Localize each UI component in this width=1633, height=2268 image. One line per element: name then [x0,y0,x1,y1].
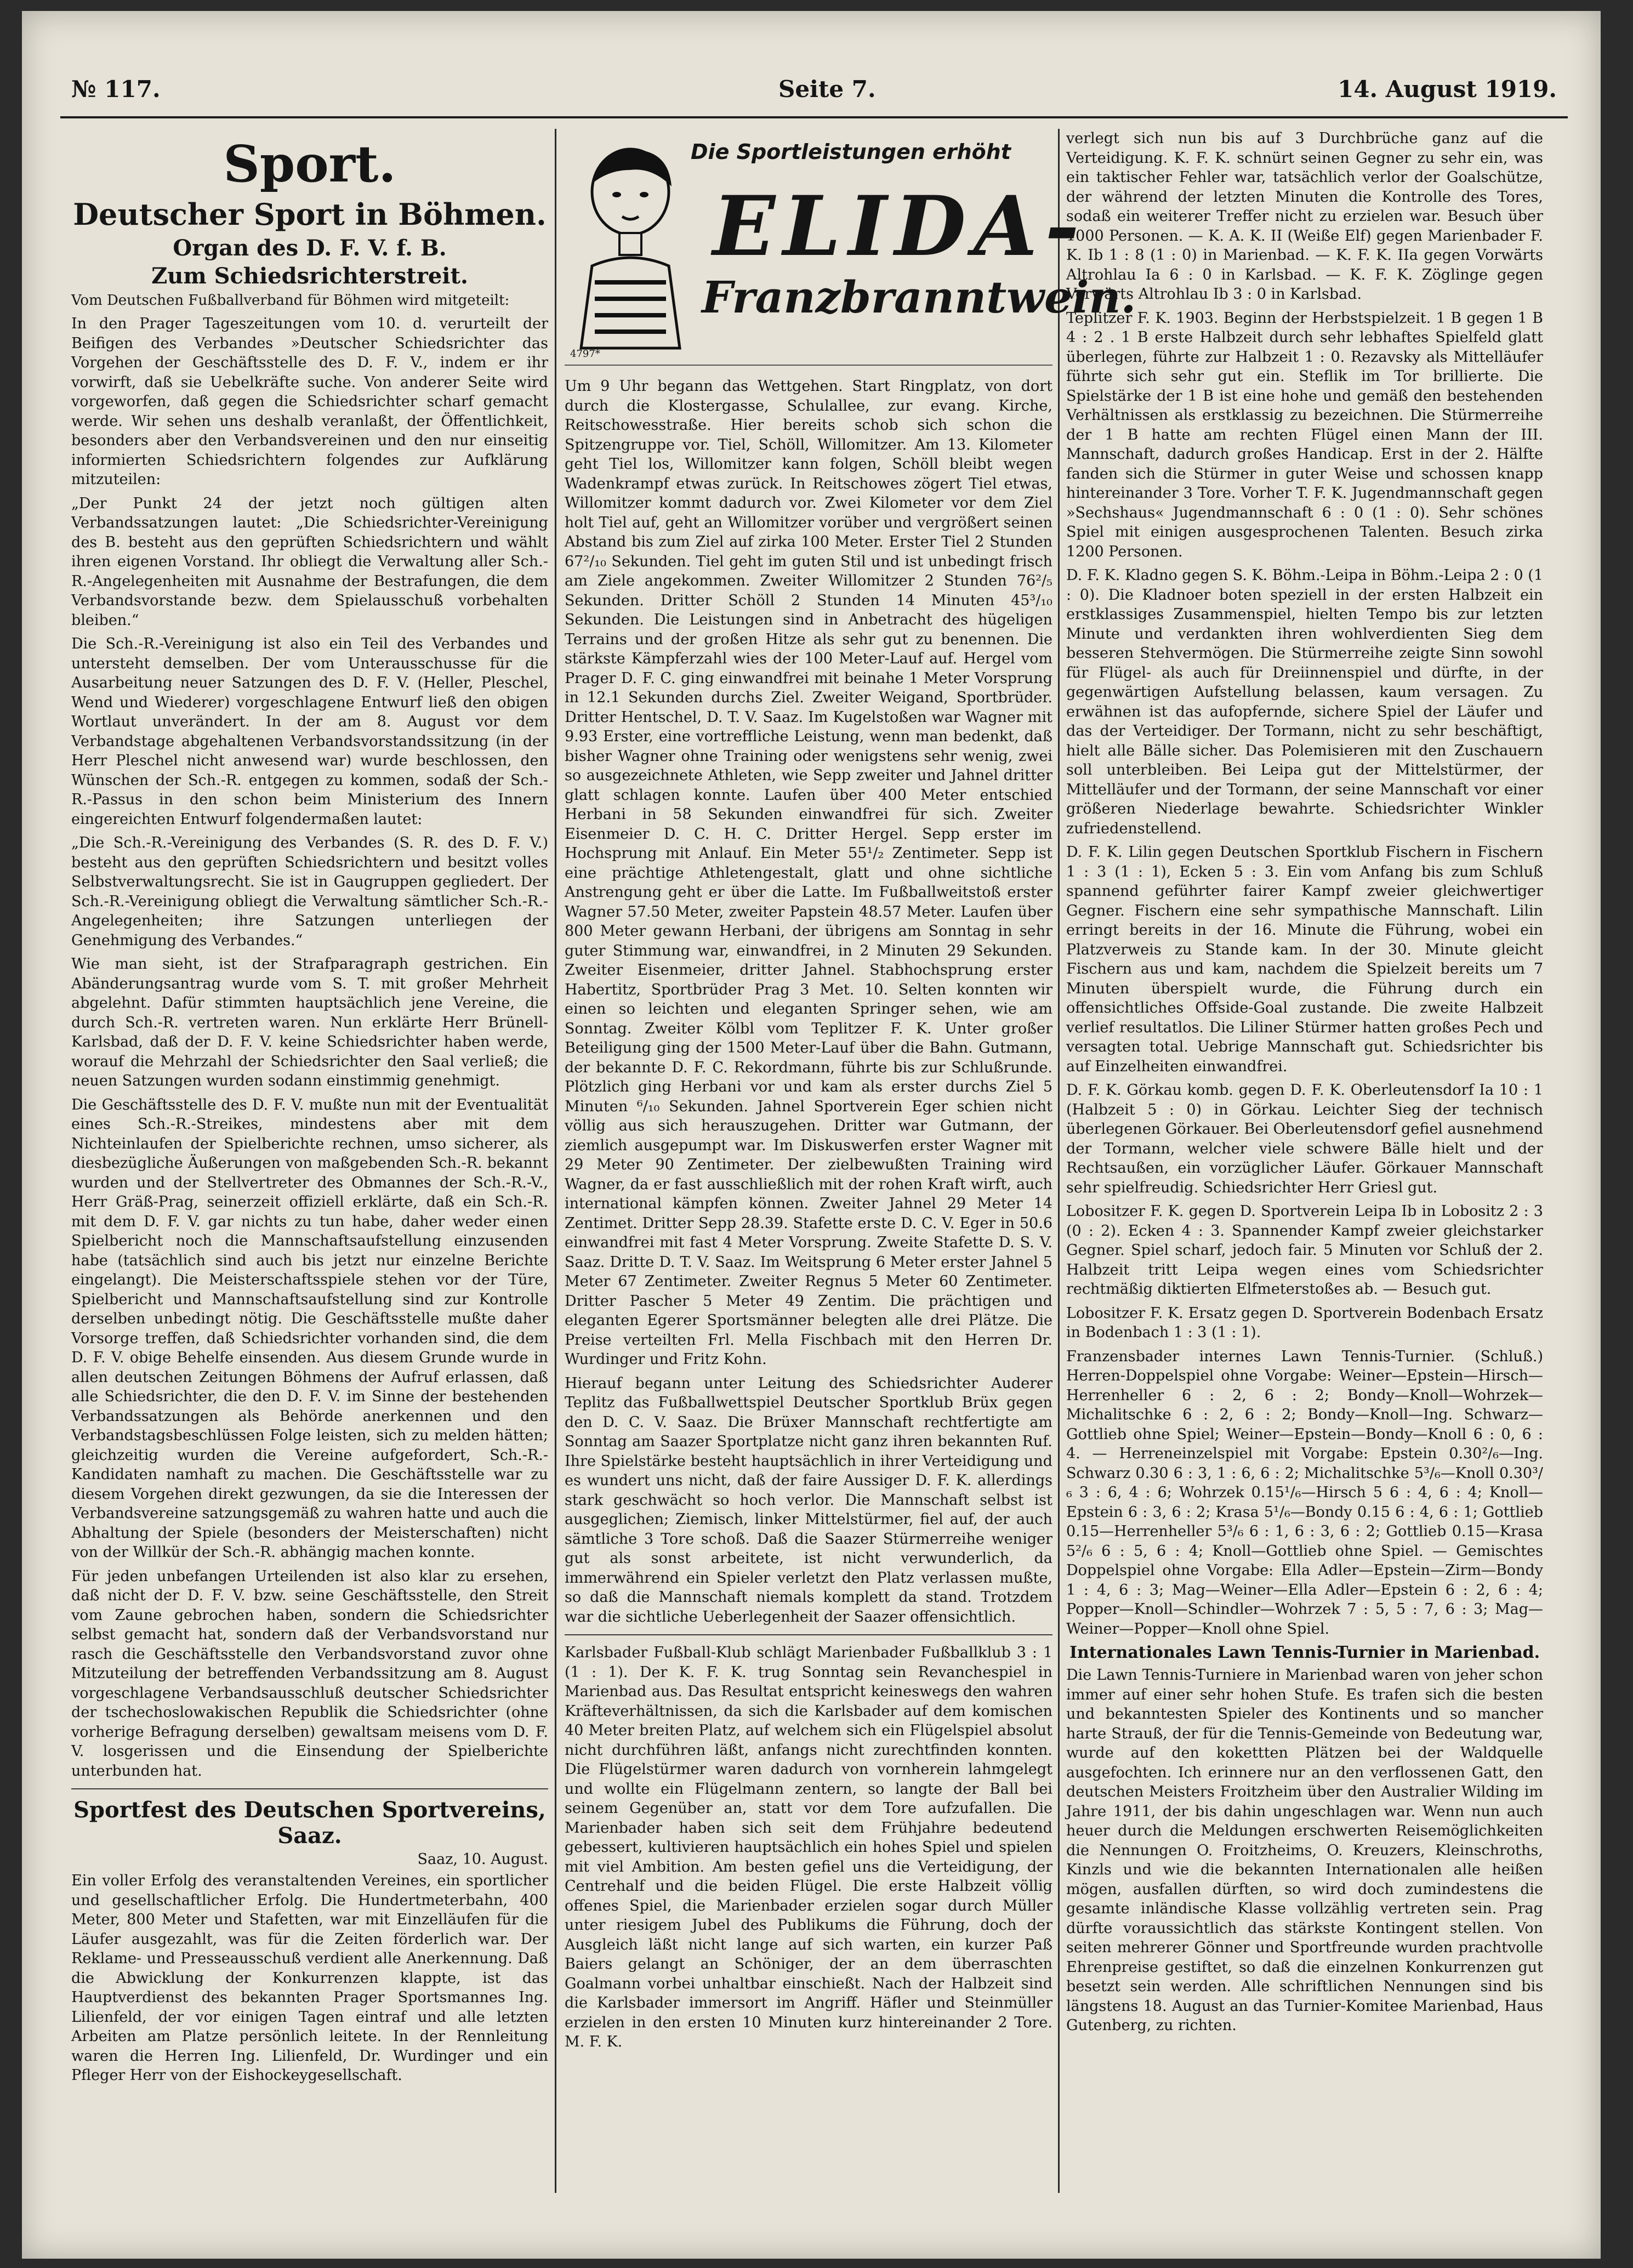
paragraph: Teplitzer F. K. 1903. Beginn der Herbstspielzeit. 1 B gegen 1 B 4 : 2 . 1 B erste Halbzeit durch sehr lebhaftes Spielfeld glatt überlegen, führte zur Halbzeit 1 : 0. Rezavsky als Mittelläufer führte sich sehr gut ein. Steflik im Tor brillierte. Die Spielstärke der 1 B ist eine hohe und gemäß den bestehenden Verhältnissen als erstklassig zu bezeichnen. Die Stürmerreihe der 1 B hatte am rechten Flügel einen Mann der III. Mannschaft, dadurch großes Handicap. Erst in der 2. Hälfte fanden sich die Stürmer in guter Weise und schossen knapp hintereinander 3 Tore. Vorher T. F. K. Jugendmannschaft gegen »Sechshaus« Jugendmannschaft 6 : 0 (1 : 0). Sehr schönes Spiel mit einigen ausgesprochenen Talenten. Besuch zirka 1200 Personen. [1066,309,1543,560]
elida-advertisement [565,129,1136,366]
paragraph: D. F. K. Lilin gegen Deutschen Sportklub Fischern in Fischern 1 : 3 (1 : 1), Ecken 5 : 3. Ein vom Anfang bis zum Schluß spannend geführter fairer Kampf zweier gleichwertiger Gegner. Fischern eine sehr sympathische Mannschaft. Lilin erringt bereits in der 16. Minute die Führung, wobei ein Platzverweis zu Stande kam. In der 30. Minute gleicht Fischern aus und kam, nachdem die Spielzeit bereits um 7 Minuten überspielt wurde, die Führung durch ein offensichtliches Offside-Goal zustande. Die zweite Halbzeit verlief resultatlos. Die Liliner Stürmer hatten großes Pech und versagten total. Uebrige Mannschaft gut. Schiedsrichter bis auf Einzelheiten einwandfrei. [1066,844,1543,1075]
paragraph: Wie man sieht, ist der Strafparagraph gestrichen. Ein Abänderungsantrag wurde vom S. T. mit großer Mehrheit abgelehnt. Dafür stimmten hauptsächlich jene Vereine, die durch Sch.-R. vertreten waren. Nun erklärte Herr Brünell-Karlsbad, daß der D. F. V. keine Schiedsrichter haben werde, worauf die Mehrzahl der Schiedsrichter den Saal verließ; die neuen Satzungen wurden sodann einstimmig genehmigt. [71,956,548,1089]
paragraph: Für jeden unbefangen Urteilenden ist also klar zu ersehen, daß nicht der D. F. V. bzw. seine Geschäftsstelle, den Streit vom Zaune gebrochen haben, sondern die Schiedsrichter selbst gemacht hat, sondern daß der Verbandsvorstand nur rasch die Geschäftsstelle den Verbandsvorstand zuvor ohne Mitzuteilung der betreffenden Verbandssitzung am 8. August vorgeschlagene Verbandsausschluß deutscher Schiedsrichter der tschechoslowakischen Republik die Schiedsrichter (ohne vorherige Befragung derselben) gewaltsam meisens vom D. F. V. losgerissen und die Einsendung der Spielberichte unterbunden hat. [71,1567,548,1780]
paragraph: „Der Punkt 24 der jetzt noch gültigen alten Verbandssatzungen lautet: „Die Schiedsrichter-Vereinigung des B. besteht aus den geprüften Schiedsrichtern und wählt ihren eigenen Vorstand. Ihr obliegt die Verwaltung aller Sch.-R.-Angelegenheiten mit Ausnahme der Bestrafungen, die dem Verbandsvorstande bezw. dem Spielausschuß vorbehalten bleiben.“ [71,494,548,629]
paragraph: verlegt sich nun bis auf 3 Durchbrüche ganz auf die Verteidigung. K. F. K. schnürt seinen Gegner zu sehr ein, was ein taktischer Fehler war, tatsächlich verlor der Goalschütze, der während der letzten Minuten die Kontrolle des Tores, sodaß ein weiterer Treffer nicht zu erzielen war. Besuch über 1000 Personen. — K. A. K. II (Weiße Elf) gegen Marienbader F. K. Ib 1 : 8 (1 : 0) in Marienbad. — K. F. K. IIa gegen Vorwärts Altrohlau Ia 6 : 0 in Karlsbad. — K. F. K. Zöglinge gegen Vorwärts Altrohlau Ib 3 : 0 in Karlsbad. [1066,130,1543,303]
column-divider [1058,129,1060,2193]
column-divider [555,129,556,2193]
dateline: Saaz, 10. August. [417,1851,548,1868]
article-organ: Organ des D. F. V. f. B. [173,235,447,261]
article-subhead: Internationales Lawn Tennis-Turnier in Marienbad. [1069,1643,1540,1662]
paragraph: D. F. K. Kladno gegen S. K. Böhm.-Leipa in Böhm.-Leipa 2 : 0 (1 : 0). Die Kladnoer boten speziell in der ersten Halbzeit ein erstklassiges Zusammenspiel, hielten Tempo bis zur letzten Minute und verdankten ihren wohlverdienten Sieg dem besseren Stehvermögen. Die Stürmerreihe zeigte Sinn sowohl für Flügel- als auch für Dreiinnenspiel und dürfte, in der gegenwärtigen Aufstellung belassen, kaum versagen. Zu erwähnen ist das aufopfernde, sichere Spiel der Läufer und das der Verteidiger. Der Tormann, nicht zu sehr beschäftigt, hielt alle Bälle sicher. Das Polemisieren mit den Zuschauern soll unterbleiben. Bei Leipa gut der Mittelstürmer, der Mittelläufer und der Tormann, der seine Mannschaft vor einer größeren Niederlage bewahrte. Schiedsrichter Winkler zufriedenstellend. [1066,567,1543,837]
paragraph: Lobositzer F. K. gegen D. Sportverein Leipa Ib in Lobositz 2 : 3 (0 : 2). Ecken 4 : 3. Spannender Kampf zweier gleichstarker Gegner. Spiel scharf, jedoch fair. 5 Minuten vor Schluß der 2. Halbzeit tritt Leipa wegen eines vom Schiedsrichter rechtmäßig diktierten Elfmeterstoßes ab. — Besuch gut. [1066,1203,1543,1298]
paragraph: Lobositzer F. K. Ersatz gegen D. Sportverein Bodenbach Ersatz in Bodenbach 1 : 3 (1 : 1). [1066,1304,1543,1341]
paragraph: Hierauf begann unter Leitung des Schiedsrichter Auderer Teplitz das Fußballwettspiel Deutscher Sportklub Brüx gegen den D. C. V. Saaz. Die Brüxer Mannschaft rechtfertigte am Sonntag am Saazer Sportplatze nicht ganz ihren bekannten Ruf. Ihre Spielstärke besteht hauptsächlich in ihrer Verteidigung und es wundert uns nicht, daß der faire Aussiger D. F. K. allerdings stark geschwächt so hoch verlor. Die Mannschaft selbst ist ausgeglichen; Ziemisch, linker Mittelstürmer, fiel auf, der auch sämtliche 3 Tore schoß. Daß die Saazer Stürmerreihe weniger gut als sonst arbeitete, ist nicht verwunderlich, da immerwährend ein Spieler verletzt den Platz verlassen mußte, so daß die Mannschaft niemals komplett da stand. Trotzdem war die sichtliche Ueberlegenheit der Saazer offensichtlich. [565,1374,1052,1625]
column-2 [565,129,1136,2193]
article-divider [565,1634,1052,1635]
ad-tagline: Die Sportleistungen erhöht [691,140,1011,164]
ad-code: 4797* [570,348,600,360]
article-intro: Vom Deutschen Fußballverband für Böhmen wird mitgeteilt: [71,292,510,309]
article-headline: Deutscher Sport in Böhmen. [73,197,547,232]
paragraph: Karlsbader Fußball-Klub schlägt Marienbader Fußballklub 3 : 1 (1 : 1). Der K. F. K. trug Sonntag sein Revanchespiel in Marienbad aus. Das Resultat entspricht keineswegs den wahren Kräfteverhältnissen, da sich die Karlsbader auf dem komischen 40 Meter breiten Platz, auf welchem sich ein Flügelspiel absolut nicht durchführen läßt, anfangs nicht zurechtfinden konnten. Die Flügelstürmer waren dadurch von vornherein lahmgelegt und wollte ein Flügelmann zentern, so langte der Ball bei seinem Gegenüber an, statt vor dem Tore aufzufallen. Die Marienbader haben sich seit dem Frühjahre bedeutend gebessert, kultivieren hauptsächlich ein hohes Spiel und spielen mit viel Ambition. Am besten gefiel uns die Verteidigung, der Centrehalf und die beiden Flügel. Die erste Halbzeit völlig offenes Spiel, die Marienbader erzielen sogar durch Müller unter riesigem Jubel des Publikums die Führung, doch der Ausgleich läßt nicht lange auf sich warten, ein kurzer Paß Baiers gelangt an Schöniger, der an dem überraschten Goalmann vorbei unhaltbar einschießt. Nach der Halbzeit sind die Karlsbader immersort im Angriff. Häfler und Steinmüller erzielen in den ersten 10 Minuten kurz hintereinander 2 Tore. M. F. K. [565,1644,1052,2050]
ad-product: Franzbranntwein. [702,271,1136,323]
article-subhead: Zum Schiedsrichterstreit. [151,263,468,289]
newspaper-page [22,11,1601,2259]
ad-brand: ELIDA- [713,178,1087,275]
paragraph: Um 9 Uhr begann das Wettgehen. Start Ringplatz, von dort durch die Klostergasse, Schulallee, zur evang. Kirche, Reitschowesstraße. Hier bereits schob sich schon die Spitzengruppe vor. Tiel, Schöll, Willomitzer. Am 13. Kilometer geht Tiel los, Willomitzer kann folgen, Schöll bleibt wegen Wadenkrampf etwas zurück. In Reitschowes zögert Tiel etwas, Willomitzer kommt dadurch vor. Zwei Kilometer vor dem Ziel holt Tiel auf, geht an Willomitzer vorüber und vergrößert seinen Abstand bis zum Ziel auf zirka 100 Meter. Erster Tiel 2 Stunden 67²/₁₀ Sekunden. Tiel geht im guten Stil und ist unbedingt frisch am Ziele angekommen. Zweiter Willomitzer 2 Stunden 76²/₅ Sekunden. Dritter Schöll 2 Stunden 14 Minuten 45³/₁₀ Sekunden. Die Leistungen sind in Anbetracht des hügeligen Terrains und der großen Hitze als sehr gut zu benennen. Die stärkste Kämpferzahl wies der 100 Meter-Lauf auf. Hergel vom Prager D. F. C. ging einwandfrei mit beinahe 1 Meter Vorsprung in 12.1 Sekunden durchs Ziel. Zweiter Weigand, Sportbrüder. Dritter Hentschel, D. T. V. Saaz. Im Kugelstoßen war Wagner mit 9.93 Erster, eine vortreffliche Leistung, wenn man bedenkt, daß bisher Wagner ohne Training oder wenigstens sehr wenig, zwei so ausgezeichnete Athleten, wie Sepp zweiter und Jahnel dritter glatt schlagen konnte. Laufen über 400 Meter entschied Herbani in 58 Sekunden einwandfrei für sich. Zweiter Eisenmeier D. C. H. C. Dritter Hergel. Sepp erster im Hochsprung mit Anlauf. Ein Meter 55¹/₂ Zentimeter. Sepp ist eine prächtige Athletengestalt, glatt und ohne sichtliche Anstrengung geht er über die Latte. Im Fußballweitstoß erster Wagner 57.50 Meter, zweiter Papstein 48.57 Meter. Laufen über 800 Meter gewann Herbani, der übrigens am Sonntag in sehr guter Stimmung war, einwandfrei, in 2 Minuten 29 Sekunden. Zweiter Eisenmeier, dritter Jahnel. Stabhochsprung erster Habertitz, Sportbrüder Prag 3 Met. 10. Selten konnten wir einen so leichten und eleganten Springer sehen, wie am Sonntag. Zweiter Kölbl vom Teplitzer F. K. Unter großer Beteiligung ging der 1500 Meter-Lauf über die Bahn. Gutmann, der bekannte D. F. C. Rekordmann, führte bis zur Schlußrunde. Plötzlich ging Herbani vor und kam als erster durchs Ziel 5 Minuten ⁶/₁₀ Sekunden. Jahnel Sportverein Eger schien nicht völlig aus sich herauszugehen. Dritter war Gutmann, der ziemlich ausgepumpt war. Im Diskuswerfen erster Wagner mit 29 Meter 90 Zentimeter. Der zielbewußten Training wird Wagner, da er fast ausschließlich mit der rohen Kraft wirft, auch international kämpfen können. Zweiter Jahnel 29 Meter 14 Zentimet. Dritter Sepp 28.39. Stafette erste D. C. V. Eger in 50.6 einwandfrei mit fast 4 Meter Vorsprung. Zweite Stafette D. S. V. Saaz. Dritte D. T. V. Saaz. Im Weitsprung 6 Meter erster Jahnel 5 Meter 67 Zentimeter. Zweiter Regnus 5 Meter 60 Zentimeter. Dritter Pascher 5 Meter 49 Zentim. Die prächtigen und eleganten Egerer Sportsmänner belegten alle drei Plätze. Die Preise verteilten Frl. Mella Fischbach mit den Herren Dr. Wurdinger und Fritz Kohn. [565,378,1052,1368]
column-1 [71,129,548,2193]
header-rule [60,116,1568,118]
woman-portrait-illustration [570,140,696,348]
paragraph: „Die Sch.-R.-Vereinigung des Verbandes (S. R. des D. F. V.) besteht aus den geprüften Schiedsrichtern und besitzt volles Selbstverwaltungsrecht. Sie ist in Gaugruppen gegliedert. Der Sch.-R.-Vereinigung obliegt die Verwaltung sämtlicher Sch.-R.-Angelegenheiten; ihre Satzungen unterliegen der Genehmigung des Verbandes.“ [71,834,548,949]
issue-number: № 117. [71,76,161,103]
page-number: Seite 7. [778,76,876,103]
article-divider [71,1788,548,1789]
column-3 [1066,129,1543,2193]
section-title: Sport. [223,134,396,194]
paragraph: Ein voller Erfolg des veranstaltenden Vereines, ein sportlicher und gesellschaftlicher Erfolg. Die Hundertmeterbahn, 400 Meter, 800 Meter und Stafetten, war mit Einzelläufen für die Läufer ausgezahlt, was für die Zeiten förderlich war. Der Reklame- und Presseausschuß verdient alle Anerkennung. Daß die Abwicklung der Konkurrenzen klappte, ist das Hauptverdienst des bekannten Prager Sportsmannes Ing. Lilienfeld, der vor einigen Tagen eintraf und alle letzten Arbeiten am Platze persönlich leitete. In der Rennleitung waren die Herren Ing. Lilienfeld, Dr. Wurdinger und ein Pfleger Herr von der Eishockeygesellschaft. [71,1872,548,2084]
paragraph: D. F. K. Görkau komb. gegen D. F. K. Oberleutensdorf Ia 10 : 1 (Halbzeit 5 : 0) in Görkau. Leichter Sieg der technisch überlegenen Görkauer. Bei Oberleutensdorf gefiel ausnehmend der Tormann, welcher viele schwere Bälle hielt und der Rechtsaußen, ein vorzüglicher Läufer. Görkauer Mannschaft sehr spielfreudig. Schiedsrichter Herr Griesl gut. [1066,1082,1543,1196]
issue-date: 14. August 1919. [1338,76,1557,103]
article-headline-2: Sportfest des Deutschen Sportvereins, Saaz. [73,1797,546,1849]
paragraph: Die Geschäftsstelle des D. F. V. mußte nun mit der Eventualität eines Sch.-R.-Streikes, mindestens aber mit dem Nichteinlaufen der Spielberichte rechnen, umso sicherer, als diesbezügliche Äußerungen von maßgebenden Sch.-R. bekannt wurden und der Stellvertreter des Obmannes der Sch.-R.-V., Herr Gräß-Prag, seinerzeit offiziell erklärte, daß ein Sch.-R. mit dem D. F. V. gar nichts zu tun habe, daher weder einen Spielbericht noch die Mannschaftsaufstellung einzusenden habe (tatsächlich sind auch bis jetzt nur einzelne Berichte eingelangt). Die Meisterschaftsspiele stehen vor der Türe, Spielbericht und Mannschaftsaufstellung sind zur Kontrolle derselben unbedingt nötig. Die Geschäftsstelle mußte daher Vorsorge treffen, daß Schiedsrichter vorhanden sind, die dem D. F. V. obige Behelfe einsenden. Aus diesem Grunde wurde in allen deutschen Zeitungen Böhmens der Aufruf erlassen, daß alle Schiedsrichter, die den D. F. V. im Sinne der bestehenden Verbandssatzungen als Behörde anerkennen und den Verbandstagsbeschlüssen Folge leisten, sich zu melden hätten; gleichzeitig wurden die Vereine aufgefordert, Sch.-R.-Kandidaten namhaft zu machen. Die Geschäftsstelle war zu diesem Vorgehen direkt gezwungen, da sie die Interessen der Verbandsvereine satzungsgemäß zu wahren hatte und auch die Abhaltung der Spiele (besonders der Meisterschaften) nicht von der Willkür der Sch.-R. abhängig machen konnte. [71,1096,548,1561]
paragraph: Die Sch.-R.-Vereinigung ist also ein Teil des Verbandes und untersteht demselben. Der vom Unterausschusse für die Ausarbeitung neuer Satzungen des D. F. V. (Heller, Pleschel, Wend und Wiederer) vorgeschlagene Entwurf ließ den obigen Wortlaut unverändert. In der am 8. August vor dem Verbandstage abgehaltenen Verbandsvorstandssitzung (in der Herr Pleschel nicht anwesend war) wurde beschlossen, den Wünschen der Sch.-R. entgegen zu kommen, sodaß der Sch.-R.-Passus in den schon beim Ministerium des Innern eingereichten Entwurf folgendermaßen lautet: [71,635,548,828]
paragraph: Die Lawn Tennis-Turniere in Marienbad waren von jeher schon immer auf einer sehr hohen Stufe. Es trafen sich die besten und bekanntesten Spieler des Kontinents und so mancher harte Strauß, der für die Tennis-Gemeinde von Bedeutung war, wurde auf den kokettten Plätzen bei der Waldquelle ausgefochten. Ich erinnere nur an den verflossenen Gatt, den deutschen Meisters Froitzheim über den Australier Wilding im Jahre 1911, der bis dahin ungeschlagen war. Wenn nun auch heuer durch die Meldungen erschwerten Reisemöglichkeiten die Nennungen O. Froitzheims, O. Kreuzers, Kleinschroths, Kinzls und wie die bekannten Internationalen alle heißen mögen, ausfallen dürften, so wird doch zumindestens die gesamte inländische Klasse vollzählig vertreten sein. Prag dürfte voraussichtlich das stärkste Kontingent stellen. Von seiten mehrerer Gönner und Sportfreunde wurden prachtvolle Ehrenpreise gestiftet, so daß die einzelnen Konkurrenzen gut besetzt sein werden. Alle schriftlichen Nennungen sind bis längstens 18. August an das Turnier-Komitee Marienbad, Haus Gutenberg, zu richten. [1066,1667,1543,2034]
paragraph: Franzensbader internes Lawn Tennis-Turnier. (Schluß.) Herren-Doppelspiel ohne Vorgabe: Weiner—Epstein—Hirsch—Herrenheller 6 : 2, 6 : 2; Bondy—Knoll—Wohrzek—Michalitschke 6 : 2, 6 : 2; Bondy—Knoll—Ing. Schwarz—Gottlieb ohne Spiel; Weiner—Epstein—Bondy—Knoll 6 : 0, 6 : 4. — Herreneinzelspiel mit Vorgabe: Epstein 0.30²/₆—Ing. Schwarz 0.30 6 : 3, 1 : 6, 6 : 2; Michalitschke 5³/₆—Knoll 0.30³/₆ 3 : 6, 4 : 6; Wohrzek 0.15¹/₆—Hirsch 5 6 : 4, 6 : 4; Knoll—Epstein 6 : 3, 6 : 2; Krasa 5¹/₆—Bondy 0.15 6 : 4, 6 : 1; Gottlieb 0.15—Herrenheller 5³/₆ 6 : 1, 6 : 3, 6 : 2; Gottlieb 0.15—Krasa 5²/₆ 6 : 5, 6 : 4; Knoll—Gottlieb ohne Spiel. — Gemischtes Doppelspiel ohne Vorgabe: Ella Adler—Epstein—Zirm—Bondy 1 : 4, 6 : 3; Mag—Weiner—Ella Adler—Epstein 6 : 2, 6 : 4; Popper—Knoll—Schindler—Wohrzek 7 : 5, 5 : 7, 6 : 3; Mag—Weiner—Popper—Knoll ohne Spiel. [1066,1348,1543,1638]
page-header [60,76,1568,114]
paragraph: In den Prager Tageszeitungen vom 10. d. verurteilt der Beifigen des Verbandes »Deutscher Schiedsrichter das Vorgehen der Geschäftsstelle des D. F. V., indem er ihr vorwirft, daß sie Uebelkräfte suche. Von anderer Seite wird vorgeworfen, daß gegen die Schiedsrichter scharf gemacht werde. Wir sehen uns deshalb veranlaßt, der Öffentlichkeit, besonders aber den Verbandsvereinen und den nur einseitig informierten Schiedsrichtern folgendes zur Aufklärung mitzuteilen: [71,315,548,488]
